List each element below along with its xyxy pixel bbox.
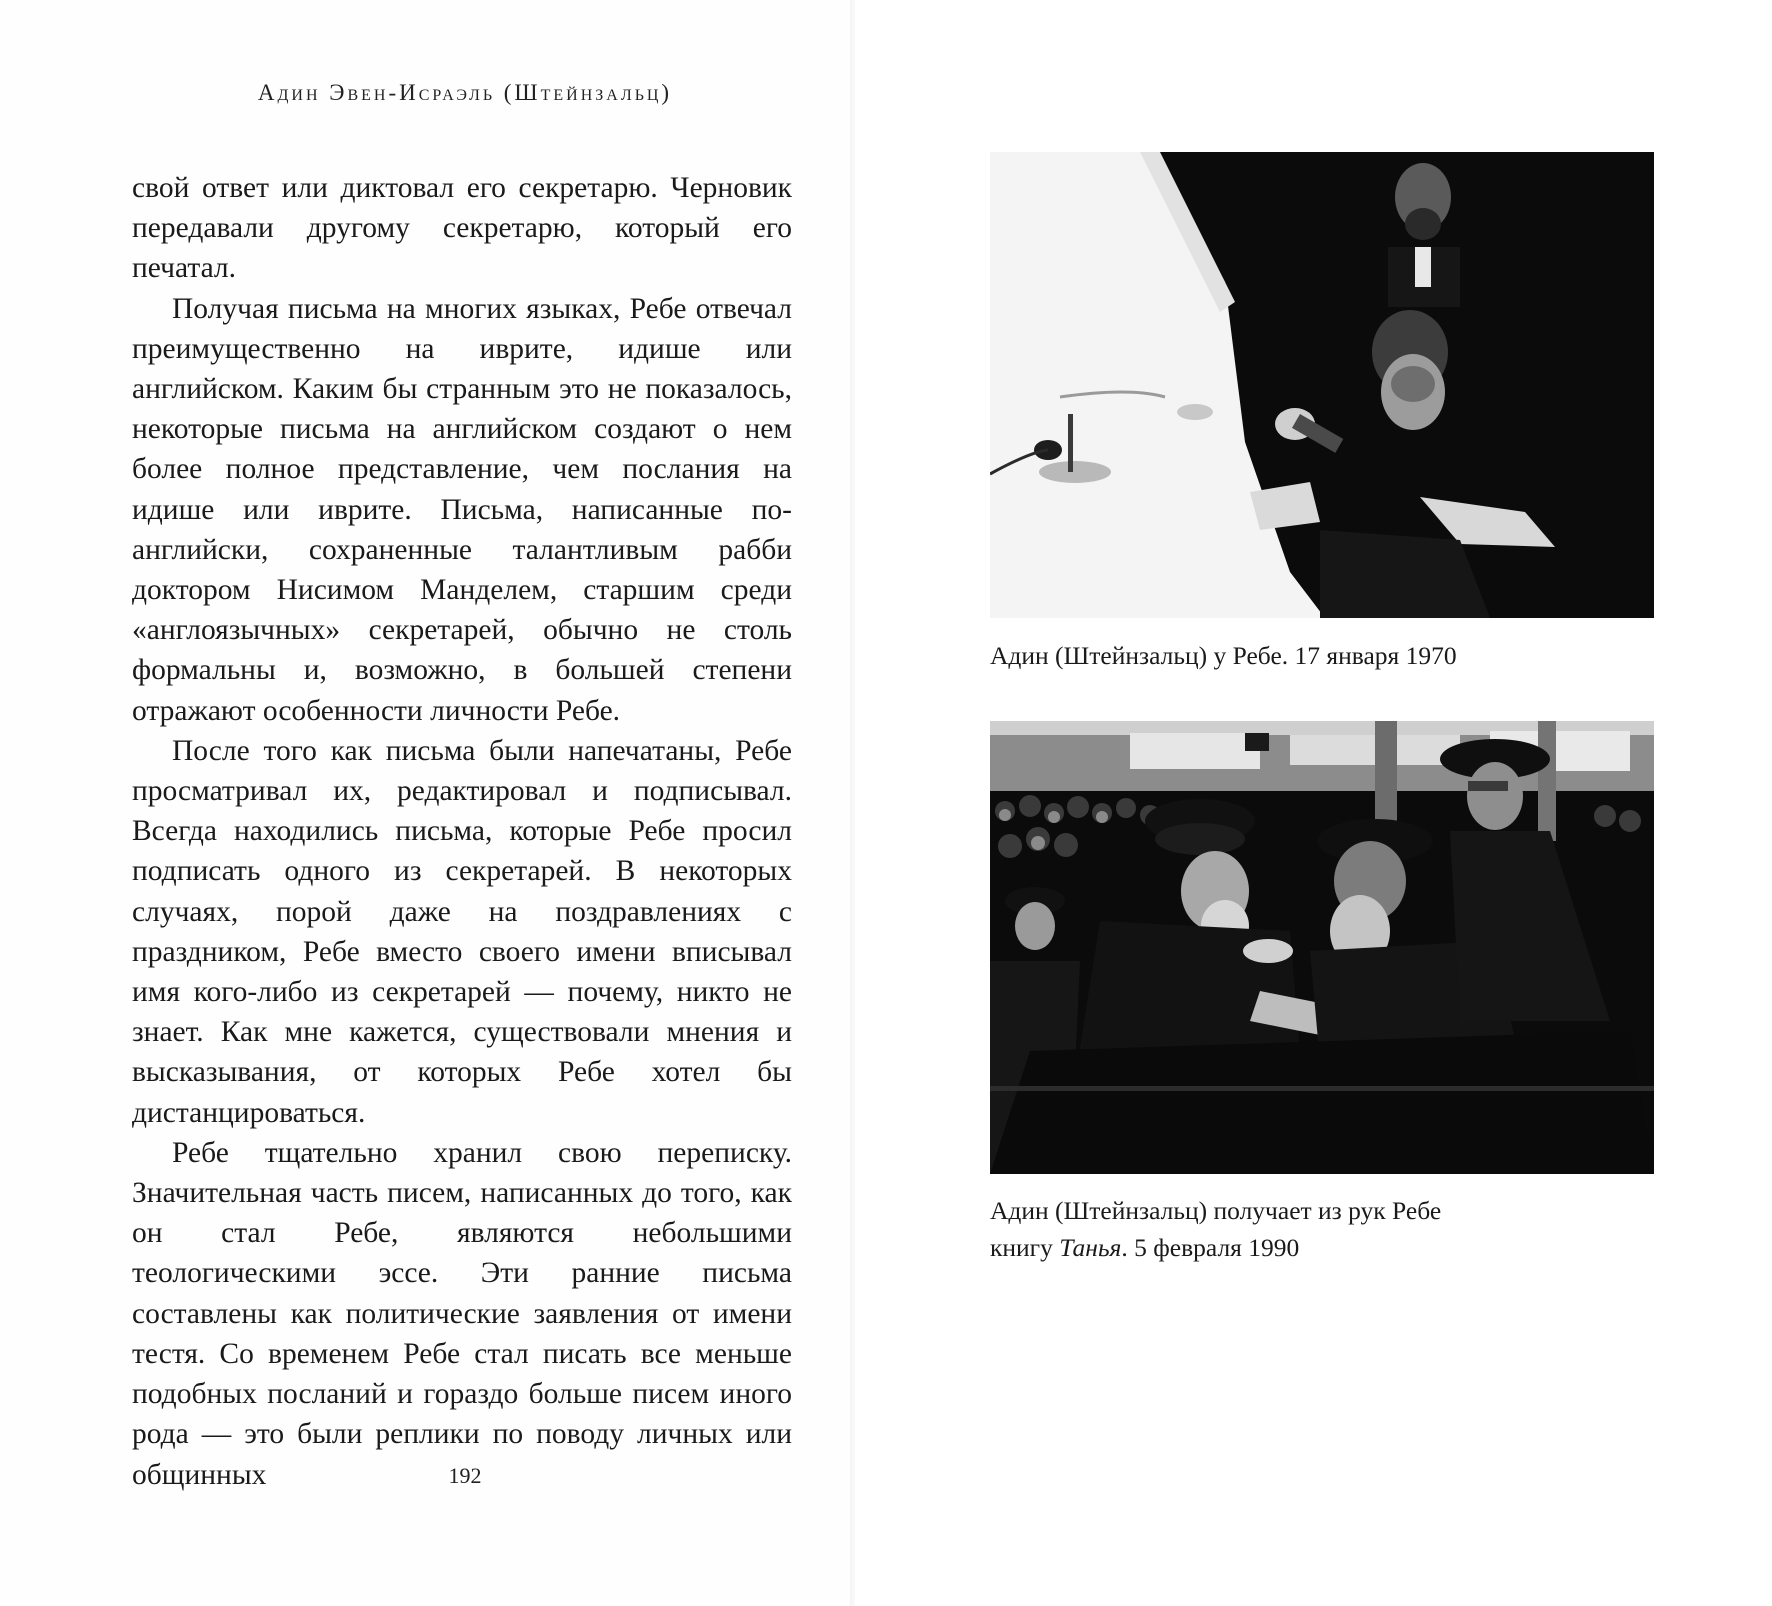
paragraph: После того как письма были напечатаны, Ребе просматривал их, редактировал и подписывал. Всегда находились письма, которые Ребе просил подписать одного из секретарей. В некоторых случаях, порой даже на поздравлениях с праздником, Ребе вместо своего имени вписывал имя кого-либо из секретарей — почему, никто не знает. Как мне кажется, существовали мнения и высказывания, от которых Ребе хотел бы дистанцироваться.: [132, 734, 792, 1129]
photo-1970-image: [990, 152, 1654, 618]
paragraph: свой ответ или диктовал его секретарю. Черновик передавали другому секретарю, который его печатал.: [132, 172, 792, 285]
caption-1990-line-2-pre: книгу: [990, 1233, 1060, 1262]
running-head: Адин Эвен-Исраэль (Штейнзальц): [257, 80, 673, 105]
caption-1990-line-2-post: . 5 февраля 1990: [1121, 1233, 1300, 1262]
body-text: [132, 168, 792, 1495]
photo-1990: [990, 721, 1654, 1174]
paragraph: Получая письма на многих языках, Ребе отвечал преимущественно на иврите, идише или английском. Каким бы странным это не показалось, некоторые письма на английском создают о нем более полное представление, чем послания на идише или иврите. Письма, написанные по-английски, сохраненные талантливым рабби доктором Нисимом Манделем, старшим среди «англоязычных» секретарей, обычно не столь формальны и, возможно, в большей степени отражают особенности личности Ребе.: [132, 292, 792, 727]
left-page: [0, 0, 855, 1606]
paragraph: Ребе тщательно хранил свою переписку. Значительная часть писем, написанных до того, как он стал Ребе, являются небольшими теологическими эссе. Эти ранние письма составлены как политические заявления от имени тестя. Со временем Ребе стал писать все меньше подобных посланий и гораздо больше писем иного рода — это были реплики по поводу личных или общинных: [132, 1136, 792, 1491]
caption-1990: [990, 1192, 1670, 1266]
book-title-tanya: Танья: [1059, 1233, 1122, 1262]
page-number: 192: [448, 1463, 482, 1488]
photo-1970: [990, 152, 1654, 618]
caption-1990-line-1: Адин (Штейнзальц) получает из рук Ребе: [990, 1196, 1442, 1225]
caption-1990-line-2: [990, 1229, 1670, 1266]
photo-1990-image: [990, 721, 1654, 1174]
caption-1970: Адин (Штейнзальц) у Ребе. 17 января 1970: [990, 641, 1457, 670]
